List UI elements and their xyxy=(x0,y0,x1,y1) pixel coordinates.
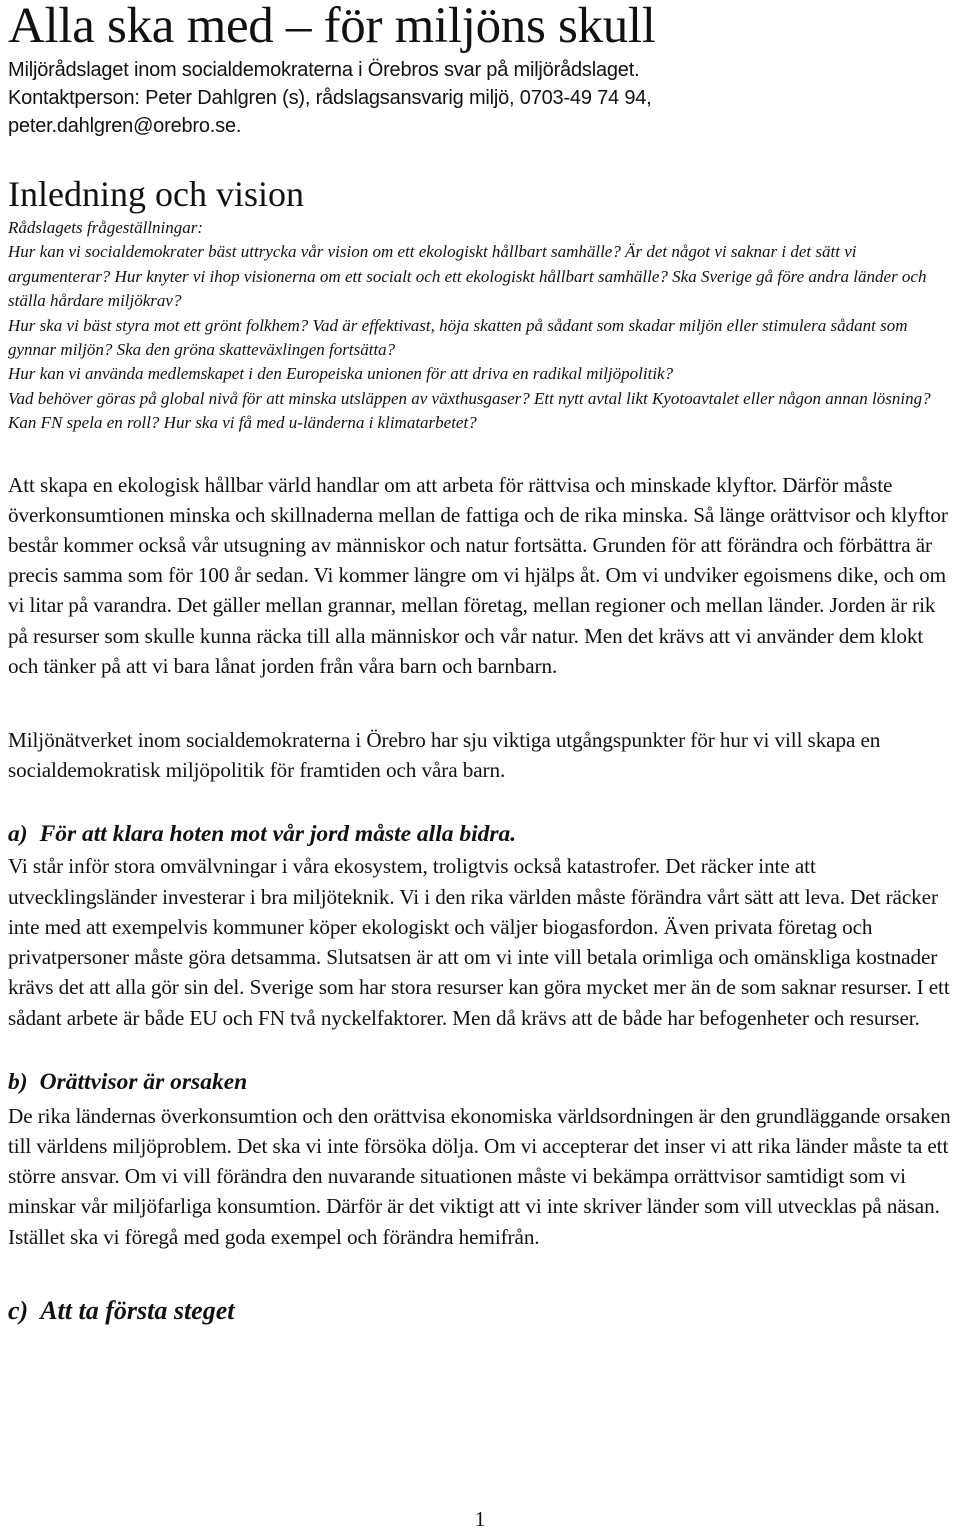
point-heading-b xyxy=(8,1067,954,1097)
questions-label: Rådslagets frågeställningar: xyxy=(8,218,204,237)
point-heading-text: För att klara hoten mot vår jord måste alla bidra. xyxy=(39,821,517,848)
question: Hur ska vi bäst styra mot ett grönt folkhem? Vad är effektivast, höja skatten på sådant som skadar miljön eller stimulera sådant som gynnar miljön? Ska den gröna skatteväxlingen fortsätta? xyxy=(8,315,908,360)
point-heading-a xyxy=(8,819,954,849)
question: Vad behöver göras på global nivå för att minska utsläppen av växthusgaser? Ett nytt avtal likt Kyotoavtalet eller någon annan lösning? xyxy=(8,388,931,408)
questions-block xyxy=(8,216,954,436)
meta-line: peter.dahlgren@orebro.se. xyxy=(8,115,242,137)
meta-line: Miljörådslaget inom socialdemokraterna i Örebros svar på miljörådslaget. xyxy=(8,59,640,81)
contact-block xyxy=(8,56,954,140)
section-title: Inledning och vision xyxy=(8,174,304,214)
point-heading-text: Orättvisor är orsaken xyxy=(39,1068,248,1095)
meta-line: Kontaktperson: Peter Dahlgren (s), rådslagsansvarig miljö, 0703-49 74 94, xyxy=(8,87,652,109)
question: Hur kan vi socialdemokrater bäst uttrycka vår vision om ett ekologiskt hållbart samhälle? Är det något vi saknar i det sätt vi argumenterar? Hur knyter vi ihop visionerna om ett socialt och ett ekologiskt hållbart samhälle? Ska Sverige gå före andra länder och ställa hårdare miljökrav? xyxy=(8,242,927,311)
point-text-a: Vi står inför stora omvälvningar i våra ekosystem, troligtvis också katastrofer. Det räcker inte att utvecklingsländer investerar i bra miljöteknik. Vi i den rika världen måste förändra vårt sätt att leva. Det räcker inte med att exempelvis kommuner köper ekologiskt och väljer biogasfordon. Även privata företag och privatpersoner måste göra detsamma. Slutsatsen är att om vi inte vill betala orimliga och omänskliga kostnader krävs det att alla gör sin del. Sverige som har stora resurser kan göra mycket mer än de som saknar resurser. I ett sådant arbete är både EU och FN två nyckelfaktorer. Men då krävs att de både har befogenheter och resurser. xyxy=(8,854,950,1030)
question: Hur kan vi använda medlemskapet i den Europeiska unionen för att driva en radikal miljöpolitik? xyxy=(8,364,674,384)
document-page xyxy=(8,0,954,1326)
network-paragraph: Miljönätverket inom socialdemokraterna i Örebro har sju viktiga utgångspunkter för hur vi vill skapa en socialdemokratisk miljöpolitik för framtiden och våra barn. xyxy=(8,728,881,783)
point-heading-text: Att ta första steget xyxy=(40,1295,235,1325)
point-letter: a) xyxy=(8,821,28,848)
document-title: Alla ska med – för miljöns skull xyxy=(8,0,656,54)
intro-paragraph: Att skapa en ekologisk hållbar värld handlar om att arbeta för rättvisa och minskade klyftor. Därför måste överkonsumtionen minska och skillnaderna mellan de fattiga och de rika minska. Så länge orättvisor och klyftor består kommer också vår utsugning av människor och natur fortsätta. Grunden för att förändra och förbättra är precis samma som för 100 år sedan. Vi kommer längre om vi hjälps åt. Om vi undviker egoismens dike, och om vi litar på varandra. Det gäller mellan grannar, mellan företag, mellan regioner och mellan länder. Jorden är rik på resurser som skulle kunna räcka till alla människor och vår natur. Men det krävs att vi använder dem klokt och tänker på att vi bara lånat jorden från våra barn och barnbarn. xyxy=(8,472,948,678)
point-text-b: De rika ländernas överkonsumtion och den orättvisa ekonomiska världsordningen är den grundläggande orsaken till världens miljöproblem. Det ska vi inte försöka dölja. Om vi accepterar det inser vi att rika länder måste ta ett större ansvar. Om vi vill förändra den nuvarande situationen måste vi bekämpa orrättvisor samtidigt som vi minskar vår miljöfarliga konsumtion. Därför är det viktigt att vi inte skriver länder som vill utvecklas på näsan. Istället ska vi föregå med goda exempel och förändra hemifrån. xyxy=(8,1103,951,1249)
point-heading-c xyxy=(8,1296,954,1326)
point-letter: c) xyxy=(8,1295,29,1325)
question: Kan FN spela en roll? Hur ska vi få med u-länderna i klimatarbetet? xyxy=(8,413,477,433)
page-number: 1 xyxy=(474,1507,486,1531)
point-letter: b) xyxy=(8,1068,28,1095)
